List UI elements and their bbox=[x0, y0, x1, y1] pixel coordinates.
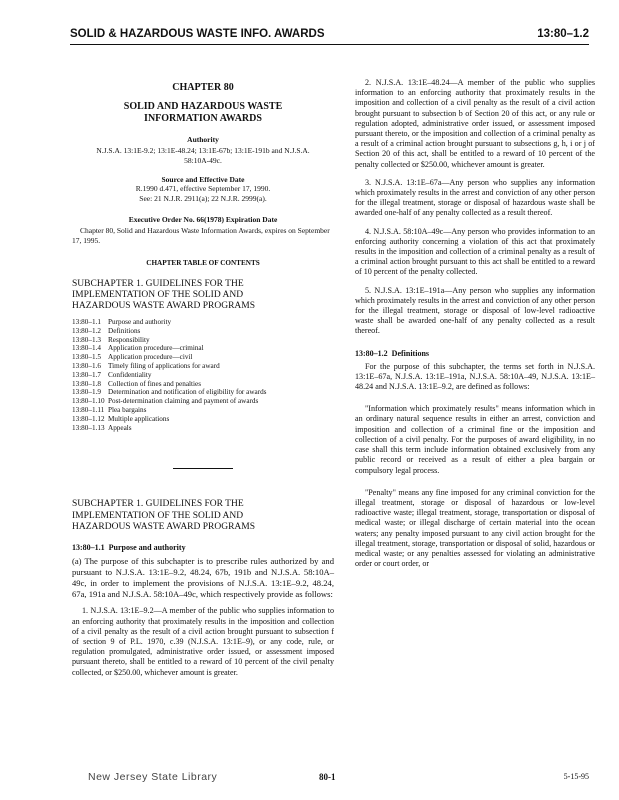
toc-row[interactable] bbox=[72, 362, 334, 371]
toc-row[interactable] bbox=[72, 406, 334, 415]
list-item: 5. N.J.S.A. 13:1E–191a—Any person who supplies any information which proximately results in the arrest and conviction of any other person for the illegal treatment, storage or disposal of low-level radioactive waste shall be awarded one-half of any penalty collected as a result thereof. bbox=[355, 285, 595, 336]
definition-paragraph: "Penalty" means any fine imposed for any criminal conviction for the illegal treatment, storage or disposal of hazardous or low-level radioactive waste; illegal treatment, storage, transportation or disposal of medical waste; or illegal discharge of certain material into the ocean waters; any penalty imposed pursuant to any civil action brought for the illegal treatment, storage, transportation or disposal of solid, hazardous or medical waste; or any penalties assessed for violating an administrative order or court order, or bbox=[355, 487, 595, 569]
section-number: 13:80–1.1 bbox=[72, 543, 105, 553]
toc-row[interactable] bbox=[72, 344, 334, 353]
chapter-label: CHAPTER 80 bbox=[172, 82, 234, 93]
revision-date: 5-15-95 bbox=[563, 772, 589, 781]
toc-number: 13:80–1.10 bbox=[72, 397, 105, 406]
right-column bbox=[355, 78, 595, 569]
section-divider bbox=[173, 468, 233, 469]
chapter-title: SOLID AND HAZARDOUS WASTE INFORMATION AWARDS bbox=[123, 101, 283, 124]
toc-title: Collection of fines and penalties bbox=[108, 379, 202, 388]
left-column bbox=[72, 78, 334, 678]
toc-row[interactable] bbox=[72, 388, 334, 397]
toc-title: Application procedure—criminal bbox=[108, 344, 204, 353]
toc-number: 13:80–1.3 bbox=[72, 335, 101, 344]
toc-row[interactable] bbox=[72, 371, 334, 380]
source-text: R.1990 d.471, effective September 17, 1990. See: 21 N.J.R. 2911(a); 22 N.J.R. 2999(a). bbox=[135, 184, 271, 203]
toc-title: Determination and notification of eligibility for awards bbox=[108, 388, 267, 397]
authority-text: N.J.S.A. 13:1E-9.2; 13:1E-48.24; 13:1E-67b; 13:1E-191b and N.J.S.A. 58:10A-49c. bbox=[96, 146, 310, 165]
source-heading: Source and Effective Date bbox=[161, 175, 245, 184]
toc-number: 13:80–1.9 bbox=[72, 388, 101, 397]
toc-title: Confidentiality bbox=[108, 370, 152, 379]
section-heading bbox=[355, 349, 595, 358]
authority-heading: Authority bbox=[187, 135, 219, 144]
expiration-heading: Executive Order No. 66(1978) Expiration Date bbox=[128, 215, 278, 224]
section-title: Purpose and authority bbox=[108, 543, 186, 553]
toc-row[interactable] bbox=[72, 327, 334, 336]
toc-number: 13:80–1.6 bbox=[72, 361, 101, 370]
toc-title: Responsibility bbox=[108, 335, 150, 344]
toc-title: Plea bargains bbox=[108, 405, 147, 414]
toc-title: Post-determination claiming and payment of awards bbox=[108, 397, 259, 406]
table-of-contents bbox=[72, 318, 334, 432]
toc-subchapter-heading: SUBCHAPTER 1. GUIDELINES FOR THE IMPLEMENTATION OF THE SOLID AND HAZARDOUS WASTE AWARD PROGRAMS bbox=[72, 279, 256, 311]
toc-row[interactable] bbox=[72, 415, 334, 424]
toc-number: 13:80–1.5 bbox=[72, 353, 101, 362]
toc-number: 13:80–1.4 bbox=[72, 344, 101, 353]
toc-title: Purpose and authority bbox=[108, 318, 172, 326]
library-watermark: New Jersey State Library bbox=[88, 771, 218, 783]
toc-heading: CHAPTER TABLE OF CONTENTS bbox=[146, 259, 260, 267]
toc-number: 13:80–1.13 bbox=[72, 423, 105, 432]
toc-row[interactable] bbox=[72, 380, 334, 389]
section-paragraph: For the purpose of this subchapter, the terms set forth in N.J.S.A. 13:1E–67a, N.J.S.A. 13:1E–191a, N.J.S.A. 58:10A–49, N.J.S.A. 13:1E–48.24 and N.J.S.A. 13:1E–9.2, are defined as follows: bbox=[355, 361, 595, 392]
section-number: 13:80–1.2 bbox=[355, 348, 388, 358]
list-item: 3. N.J.S.A. 13:1E–67a—Any person who supplies any information which proximately results in the arrest and conviction of any other person for the illegal treatment, storage or disposal of hazardous waste shall be awarded one-half of any penalty collected as a result thereof. bbox=[355, 177, 595, 218]
toc-title: Multiple applications bbox=[108, 414, 170, 423]
section-paragraph: (a) The purpose of this subchapter is to prescribe rules authorized by and pursuant to N.J.S.A. 13:1E–9.2, 48.24, 67b, 191b and N.J.S.A. 58:10A–49c, in order to implement the provisions of N.J.S.A. 13:1E–9.2, 48.24, 67a, 191a and N.J.S.A. 58:10A–49c, which respectively provide as follows: bbox=[72, 556, 334, 599]
toc-title: Definitions bbox=[108, 326, 141, 335]
toc-row[interactable] bbox=[72, 336, 334, 345]
header-section-number: 13:80–1.2 bbox=[537, 28, 589, 40]
expiration-text: Chapter 80, Solid and Hazardous Waste Information Awards, expires on September 17, 1995. bbox=[72, 226, 330, 245]
toc-number: 13:80–1.7 bbox=[72, 370, 101, 379]
section-heading bbox=[72, 543, 334, 552]
toc-row[interactable] bbox=[72, 424, 334, 433]
toc-row[interactable] bbox=[72, 353, 334, 362]
toc-number: 13:80–1.12 bbox=[72, 414, 105, 423]
list-item: 2. N.J.S.A. 13:1E–48.24—A member of the public who supplies information to an enforcing authority that proximately results in the imposition and collection of a civil penalty as the result of a civil action brought pursuant to subsection b of Section 20 of this act, or any rule or regulation adopted, administrative order issued, or assessment imposed pursuant thereto, or the imposition and collection of a criminal penalty as a result of a criminal action brought pursuant to subsections g, h, i or j of Section 20 of this act, shall be entitled to a reward of 10 percent of the penalty collected or $250.00, whichever amount is greater. bbox=[355, 78, 595, 169]
toc-number: 13:80–1.11 bbox=[72, 405, 105, 414]
toc-number: 13:80–1.1 bbox=[72, 318, 101, 326]
list-item: 1. N.J.S.A. 13:1E–9.2—A member of the public who supplies information to an enforcing authority that proximately results in the imposition and collection of a civil penalty as the result of a civil action brought pursuant to subsection f of section 9 of P.L. 1970, c.39 (N.J.S.A. 13:1E–9), or any code, rule, or regulation promulgated, administrative order issued, or assessment imposed pursuant thereto, shall be entitled to a reward of 10 percent of the civil penalty collected, or $250.00, whichever amount is greater. bbox=[72, 606, 334, 677]
toc-title: Timely filing of applications for award bbox=[108, 361, 220, 370]
toc-number: 13:80–1.8 bbox=[72, 379, 101, 388]
toc-title: Application procedure—civil bbox=[108, 353, 193, 362]
section-title: Definitions bbox=[391, 348, 430, 358]
subchapter-heading: SUBCHAPTER 1. GUIDELINES FOR THE IMPLEMENTATION OF THE SOLID AND HAZARDOUS WASTE AWARD PROGRAMS bbox=[72, 499, 256, 532]
header-title: SOLID & HAZARDOUS WASTE INFO. AWARDS bbox=[70, 28, 325, 40]
definition-paragraph: "Information which proximately results" means information which in an ordinary natural sequence results in either an arrest, conviction and imposition and collection of a criminal fine or the imposition and collection of a civil penalty. For the purposes of award eligibility, in no case shall this term include information obtained exclusively from any public record or received as a result of either a plea bargain or compulsory legal process. bbox=[355, 404, 595, 475]
list-item: 4. N.J.S.A. 58:10A–49c—Any person who provides information to an enforcing authority concerning a violation of this act that proximately results in the imposition and collection of a criminal penalty as a result of a criminal action brought pursuant to this act shall be entitled to a reward of 10 percent of the penalty collected. bbox=[355, 226, 595, 277]
toc-row[interactable] bbox=[72, 318, 334, 327]
toc-number: 13:80–1.2 bbox=[72, 326, 101, 335]
running-header bbox=[70, 28, 589, 45]
page-number: 80-1 bbox=[319, 772, 336, 782]
toc-row[interactable] bbox=[72, 397, 334, 406]
toc-title: Appeals bbox=[108, 423, 132, 432]
